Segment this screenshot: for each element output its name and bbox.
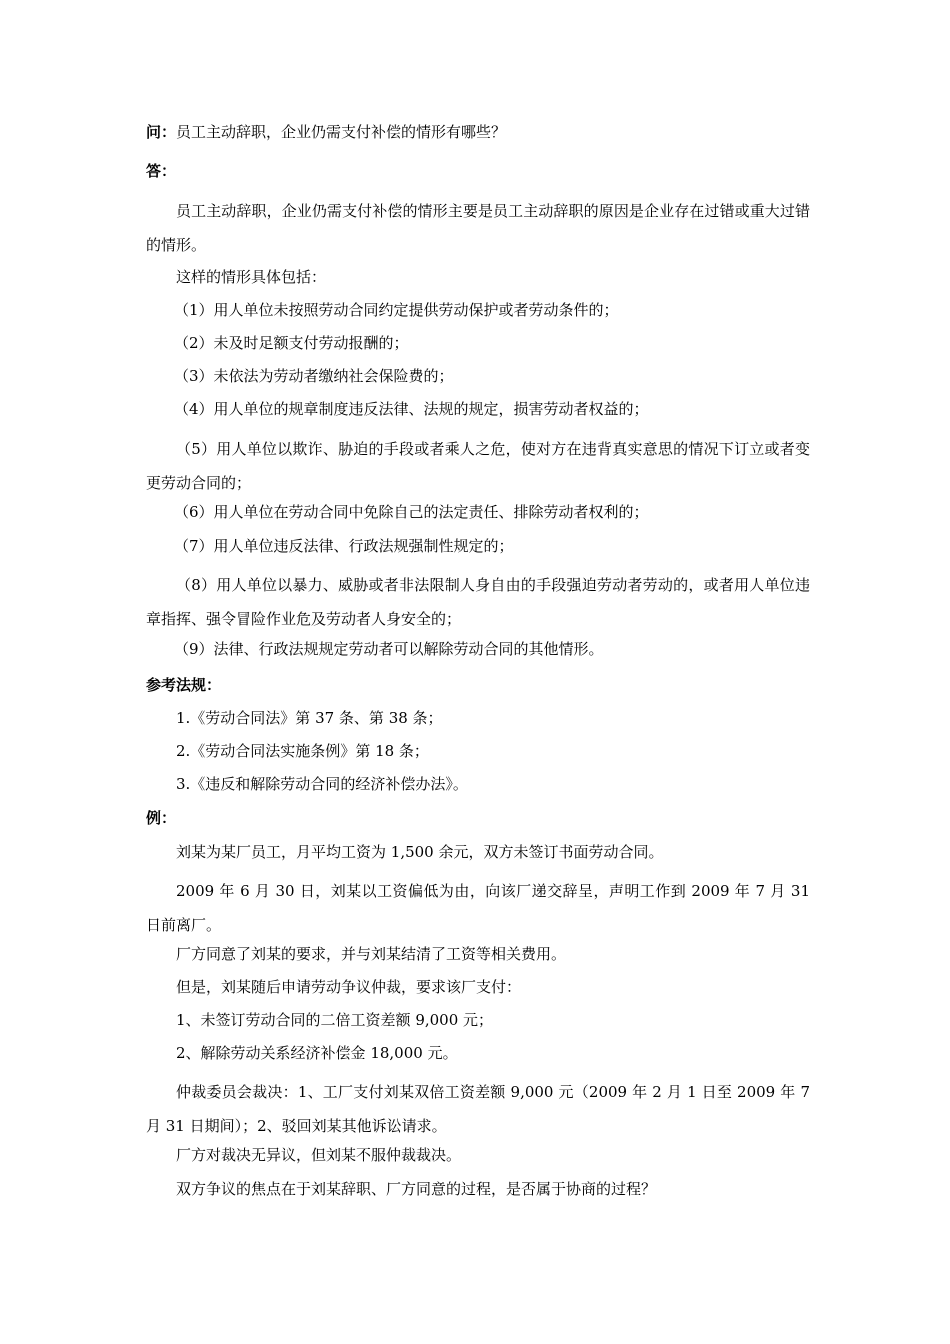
example-paragraph-2: 2009 年 6 月 30 日，刘某以工资偏低为由，向该厂递交辞呈，声明工作到 2009 年 7 月 31 日前离厂。: [146, 882, 810, 934]
example-paragraph-3: 厂方同意了刘某的要求，并与刘某结清了工资等相关费用。: [176, 945, 567, 963]
example-paragraph-4: 但是，刘某随后申请劳动争议仲裁，要求该厂支付：: [176, 978, 522, 996]
reference-item-1: 1.《劳动合同法》第 37 条、第 38 条；: [176, 709, 443, 727]
reference-item-2: 2.《劳动合同法实施条例》第 18 条；: [176, 742, 429, 760]
reference-item-3: 3.《违反和解除劳动合同的经济补偿办法》。: [176, 775, 468, 793]
answer-item-8: （8）用人单位以暴力、威胁或者非法限制人身自由的手段强迫劳动者劳动的，或者用人单位违章指挥、强令冒险作业危及劳动者人身安全的；: [146, 576, 810, 628]
example-label: 例：: [146, 809, 177, 827]
answer-item-6: （6）用人单位在劳动合同中免除自己的法定责任、排除劳动者权利的；: [174, 503, 649, 521]
example-paragraph-8: 厂方对裁决无异议，但刘某不服仲裁裁决。: [176, 1146, 462, 1164]
answer-item-9: （9）法律、行政法规规定劳动者可以解除劳动合同的其他情形。: [174, 640, 604, 658]
question-text: 员工主动辞职，企业仍需支付补偿的情形有哪些？: [176, 123, 507, 141]
answer-label: 答：: [146, 162, 177, 180]
question-label: 问：: [146, 123, 177, 141]
answer-intro: 员工主动辞职，企业仍需支付补偿的情形主要是员工主动辞职的原因是企业存在过错或重大过错的情形。: [146, 202, 810, 254]
question-line: [146, 122, 506, 142]
answer-item-1: （1）用人单位未按照劳动合同约定提供劳动保护或者劳动条件的；: [174, 301, 619, 319]
answer-lead: 这样的情形具体包括：: [176, 268, 327, 286]
example-paragraph-9: 双方争议的焦点在于刘某辞职、厂方同意的过程，是否属于协商的过程？: [176, 1180, 657, 1198]
answer-item-3: （3）未依法为劳动者缴纳社会保险费的；: [174, 367, 454, 385]
answer-item-2: （2）未及时足额支付劳动报酬的；: [174, 334, 409, 352]
answer-item-4: （4）用人单位的规章制度违反法律、法规的规定，损害劳动者权益的；: [174, 400, 649, 418]
example-paragraph-1: 刘某为某厂员工，月平均工资为 1,500 余元，双方未签订书面劳动合同。: [176, 843, 664, 861]
answer-item-7: （7）用人单位违反法律、行政法规强制性规定的；: [174, 537, 514, 555]
answer-item-5: （5）用人单位以欺诈、胁迫的手段或者乘人之危，使对方在违背真实意思的情况下订立或者变更劳动合同的；: [146, 440, 810, 492]
example-paragraph-6: 2、解除劳动关系经济补偿金 18,000 元。: [176, 1044, 458, 1062]
example-paragraph-5: 1、未签订劳动合同的二倍工资差额 9,000 元；: [176, 1011, 494, 1029]
references-label: 参考法规：: [146, 676, 222, 694]
example-paragraph-7: 仲裁委员会裁决：1、工厂支付刘某双倍工资差额 9,000 元（2009 年 2 月 1 日至 2009 年 7 月 31 日期间）；2、驳回刘某其他诉讼请求。: [146, 1083, 810, 1135]
